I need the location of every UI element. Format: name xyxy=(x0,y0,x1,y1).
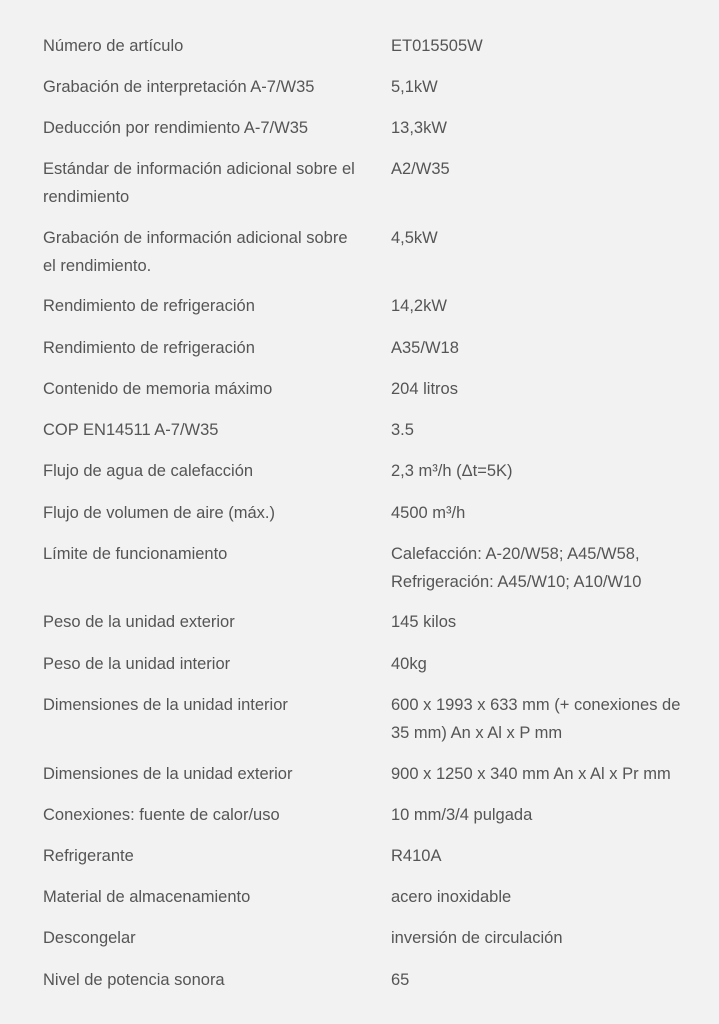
spec-label: COP EN14511 A-7/W35 xyxy=(43,421,219,439)
spec-label: Material de almacenamiento xyxy=(43,888,251,906)
spec-value: 14,2kW xyxy=(391,297,447,315)
spec-value: inversión de circulación xyxy=(391,929,563,947)
spec-value: R410A xyxy=(391,847,442,865)
spec-value: 145 kilos xyxy=(391,613,457,631)
spec-label: Flujo de volumen de aire (máx.) xyxy=(43,504,276,522)
spec-value: 10 mm/3/4 pulgada xyxy=(391,806,533,824)
spec-label: Rendimiento de refrigeración xyxy=(43,297,255,315)
spec-label: Grabación de información adicional sobre el rendimiento. xyxy=(43,229,348,275)
spec-label: Límite de funcionamiento xyxy=(43,545,228,563)
spec-value: 2,3 m³/h (Δt=5K) xyxy=(391,462,513,480)
spec-label: Refrigerante xyxy=(43,847,134,865)
spec-value: A2/W35 xyxy=(391,160,450,178)
spec-value: 4,5kW xyxy=(391,229,438,247)
spec-value: ET015505W xyxy=(391,37,483,55)
spec-value: Calefacción: A-20/W58; A45/W58, Refrigeración: A45/W10; A10/W10 xyxy=(391,545,642,591)
spec-value: 900 x 1250 x 340 mm An x Al x Pr mm xyxy=(391,765,671,783)
spec-value: 65 xyxy=(391,971,410,989)
spec-label: Dimensiones de la unidad interior xyxy=(43,696,288,714)
spec-value: 3.5 xyxy=(391,421,414,439)
spec-label: Número de artículo xyxy=(43,37,184,55)
spec-value: 204 litros xyxy=(391,380,458,398)
spec-label: Contenido de memoria máximo xyxy=(43,380,273,398)
spec-label: Conexiones: fuente de calor/uso xyxy=(43,806,280,824)
spec-label: Nivel de potencia sonora xyxy=(43,971,225,989)
spec-label: Descongelar xyxy=(43,929,136,947)
spec-label: Grabación de interpretación A-7/W35 xyxy=(43,78,315,96)
spec-label: Estándar de información adicional sobre el rendimiento xyxy=(43,160,355,206)
spec-value: acero inoxidable xyxy=(391,888,512,906)
spec-value: A35/W18 xyxy=(391,339,459,357)
spec-value: 40kg xyxy=(391,655,427,673)
spec-label: Flujo de agua de calefacción xyxy=(43,462,254,480)
spec-label: Peso de la unidad interior xyxy=(43,655,231,673)
spec-label: Dimensiones de la unidad exterior xyxy=(43,765,293,783)
spec-value: 600 x 1993 x 633 mm (+ conexiones de 35 mm) An x Al x P mm xyxy=(391,696,681,742)
spec-value: 4500 m³/h xyxy=(391,504,466,522)
spec-value: 13,3kW xyxy=(391,119,447,137)
spec-label: Deducción por rendimiento A-7/W35 xyxy=(43,119,309,137)
spec-label: Peso de la unidad exterior xyxy=(43,613,235,631)
spec-value: 5,1kW xyxy=(391,78,438,96)
spec-label: Rendimiento de refrigeración xyxy=(43,339,255,357)
